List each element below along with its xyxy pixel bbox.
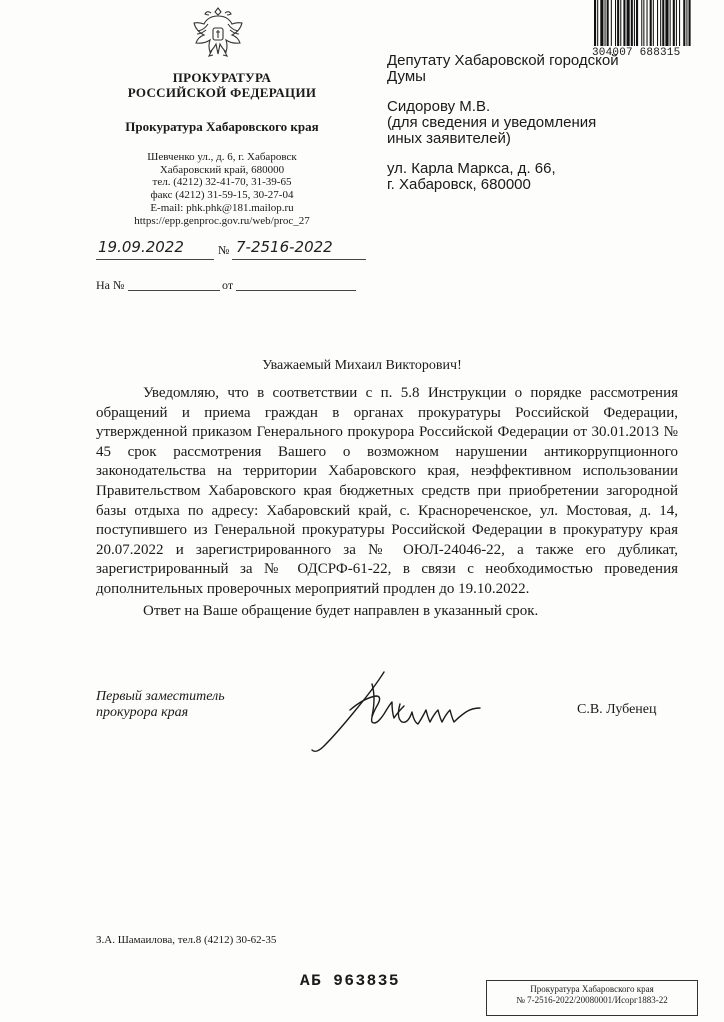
reply-number-blank — [128, 290, 220, 291]
barcode-bar — [686, 0, 687, 46]
barcode-number: 304007 688315 — [592, 47, 722, 59]
addressee-line: Депутату Хабаровской городской — [387, 52, 619, 69]
barcode-bar — [627, 0, 630, 46]
letter-body — [96, 384, 678, 621]
barcode-bar — [670, 0, 671, 46]
barcode-bar — [647, 0, 648, 46]
stamp-number: № 7-2516-2022/20080001/Исорг1883-22 — [516, 995, 668, 1005]
date-underline — [96, 259, 214, 260]
barcode-bar — [605, 0, 606, 46]
addressee-block — [387, 53, 647, 193]
office-name-line1: ПРОКУРАТУРА — [172, 70, 272, 85]
barcode-bar — [634, 0, 635, 46]
addressee-address: ул. Карла Маркса, д. 66, — [387, 160, 556, 177]
addressee-address: г. Хабаровск, 680000 — [387, 176, 531, 193]
barcode-bar — [631, 0, 633, 46]
body-paragraph: Уведомляю, что в соответствии с п. 5.8 Инструкции о порядке рассмотрения обращений и приема граждан в органах прокуратуры Российской Федерации, утвержденной приказом Генерального прокурора Российской Федерации от 30.01.2013 № 45 срок рассмотрения Вашего о возможном нарушении антикоррупционного законодательства на территории Хабаровского края, неэффективном использовании Правительством Хабаровского края бюджетных средств при приобретении загородной базы отдыха по адресу: Хабаровский край, с. Краснореченское, ул. Мостовая, д. 14, поступившего из Генеральной прокуратуры Российской Федерации в прокуратуру края 20.07.2022 и зарегистрированного за № ОЮЛ-24046-22, а также его дубликат, зарегистрированный за № ОДСРФ-61-22, в связи с необходимостью проведения дополнительных проверочных мероприятий продлен до 19.10.2022. — [96, 385, 678, 597]
reply-number-label: На № — [96, 278, 125, 292]
barcode-bar — [689, 0, 691, 46]
barcode-bar — [636, 0, 638, 46]
barcode-bar — [650, 0, 652, 46]
handwritten-signature — [288, 664, 508, 756]
stamp-office: Прокуратура Хабаровского края — [530, 984, 654, 994]
addressee-note: иных заявителей) — [387, 130, 511, 147]
outgoing-number: 7-2516-2022 — [236, 238, 333, 256]
barcode-bar — [623, 0, 625, 46]
signer-title — [96, 689, 225, 721]
barcode-bar — [653, 0, 654, 46]
letterhead — [92, 70, 352, 227]
form-serial-number: АБ 963835 — [300, 972, 400, 990]
email-line: E-mail: phk.phk@181.mailop.ru — [150, 201, 294, 214]
registration-stamp — [486, 980, 698, 1016]
website-line: https://epp.genproc.gov.ru/web/proc_27 — [134, 214, 310, 227]
barcode-bar — [641, 0, 642, 46]
barcode-bar — [607, 0, 609, 46]
body-paragraph: Ответ на Ваше обращение будет направлен в указанный срок. — [143, 602, 539, 619]
barcode-bar — [676, 0, 677, 46]
russian-coat-of-arms-emblem — [192, 4, 244, 62]
office-name — [92, 70, 352, 100]
office-name-line2: РОССИЙСКОЙ ФЕДЕРАЦИИ — [127, 85, 317, 100]
barcode-bar — [657, 0, 658, 46]
address-line: Шевченко ул., д. 6, г. Хабаровск — [147, 151, 297, 163]
reply-date-label: от — [222, 278, 234, 292]
outgoing-number-label: № — [218, 243, 230, 257]
barcode-bar — [597, 0, 598, 46]
signer-name: С.В. Лубенец — [577, 702, 657, 717]
number-underline — [232, 259, 366, 260]
barcode-bar — [662, 0, 664, 46]
reply-reference — [96, 278, 358, 294]
region-office-name: Прокуратура Хабаровского края — [125, 119, 319, 134]
phone-line: тел. (4212) 32-41-70, 31-39-65 — [152, 176, 292, 189]
outgoing-registration — [96, 238, 368, 262]
barcode-bar — [617, 0, 619, 46]
greeting: Уважаемый Михаил Викторович! — [262, 358, 462, 373]
addressee-note: (для сведения и уведомления — [387, 114, 597, 131]
barcode-bar — [673, 0, 675, 46]
reply-date-blank — [236, 290, 356, 291]
outgoing-date: 19.09.2022 — [98, 238, 184, 256]
executor-contact: З.А. Шамаилова, тел.8 (4212) 30-62-35 — [96, 934, 277, 946]
fax-line: факс (4212) 31-59-15, 30-27-04 — [150, 189, 294, 202]
barcode-bar — [660, 0, 661, 46]
barcode-bar — [643, 0, 644, 46]
barcode-bar — [679, 0, 680, 46]
barcode-bar — [665, 0, 668, 46]
barcode-bar — [683, 0, 685, 46]
addressee-name: Сидорову М.В. — [387, 98, 491, 115]
barcode-bar — [620, 0, 621, 46]
barcode-bar — [615, 0, 616, 46]
barcode-bar — [611, 0, 612, 46]
signer-title-line: Первый заместитель — [96, 689, 225, 704]
address-line: Хабаровский край, 680000 — [159, 163, 285, 176]
addressee-line: Думы — [387, 68, 426, 85]
barcode-bar — [594, 0, 596, 46]
office-address — [92, 151, 352, 227]
signer-title-line: прокурора края — [96, 705, 189, 720]
barcode-bar — [600, 0, 603, 46]
